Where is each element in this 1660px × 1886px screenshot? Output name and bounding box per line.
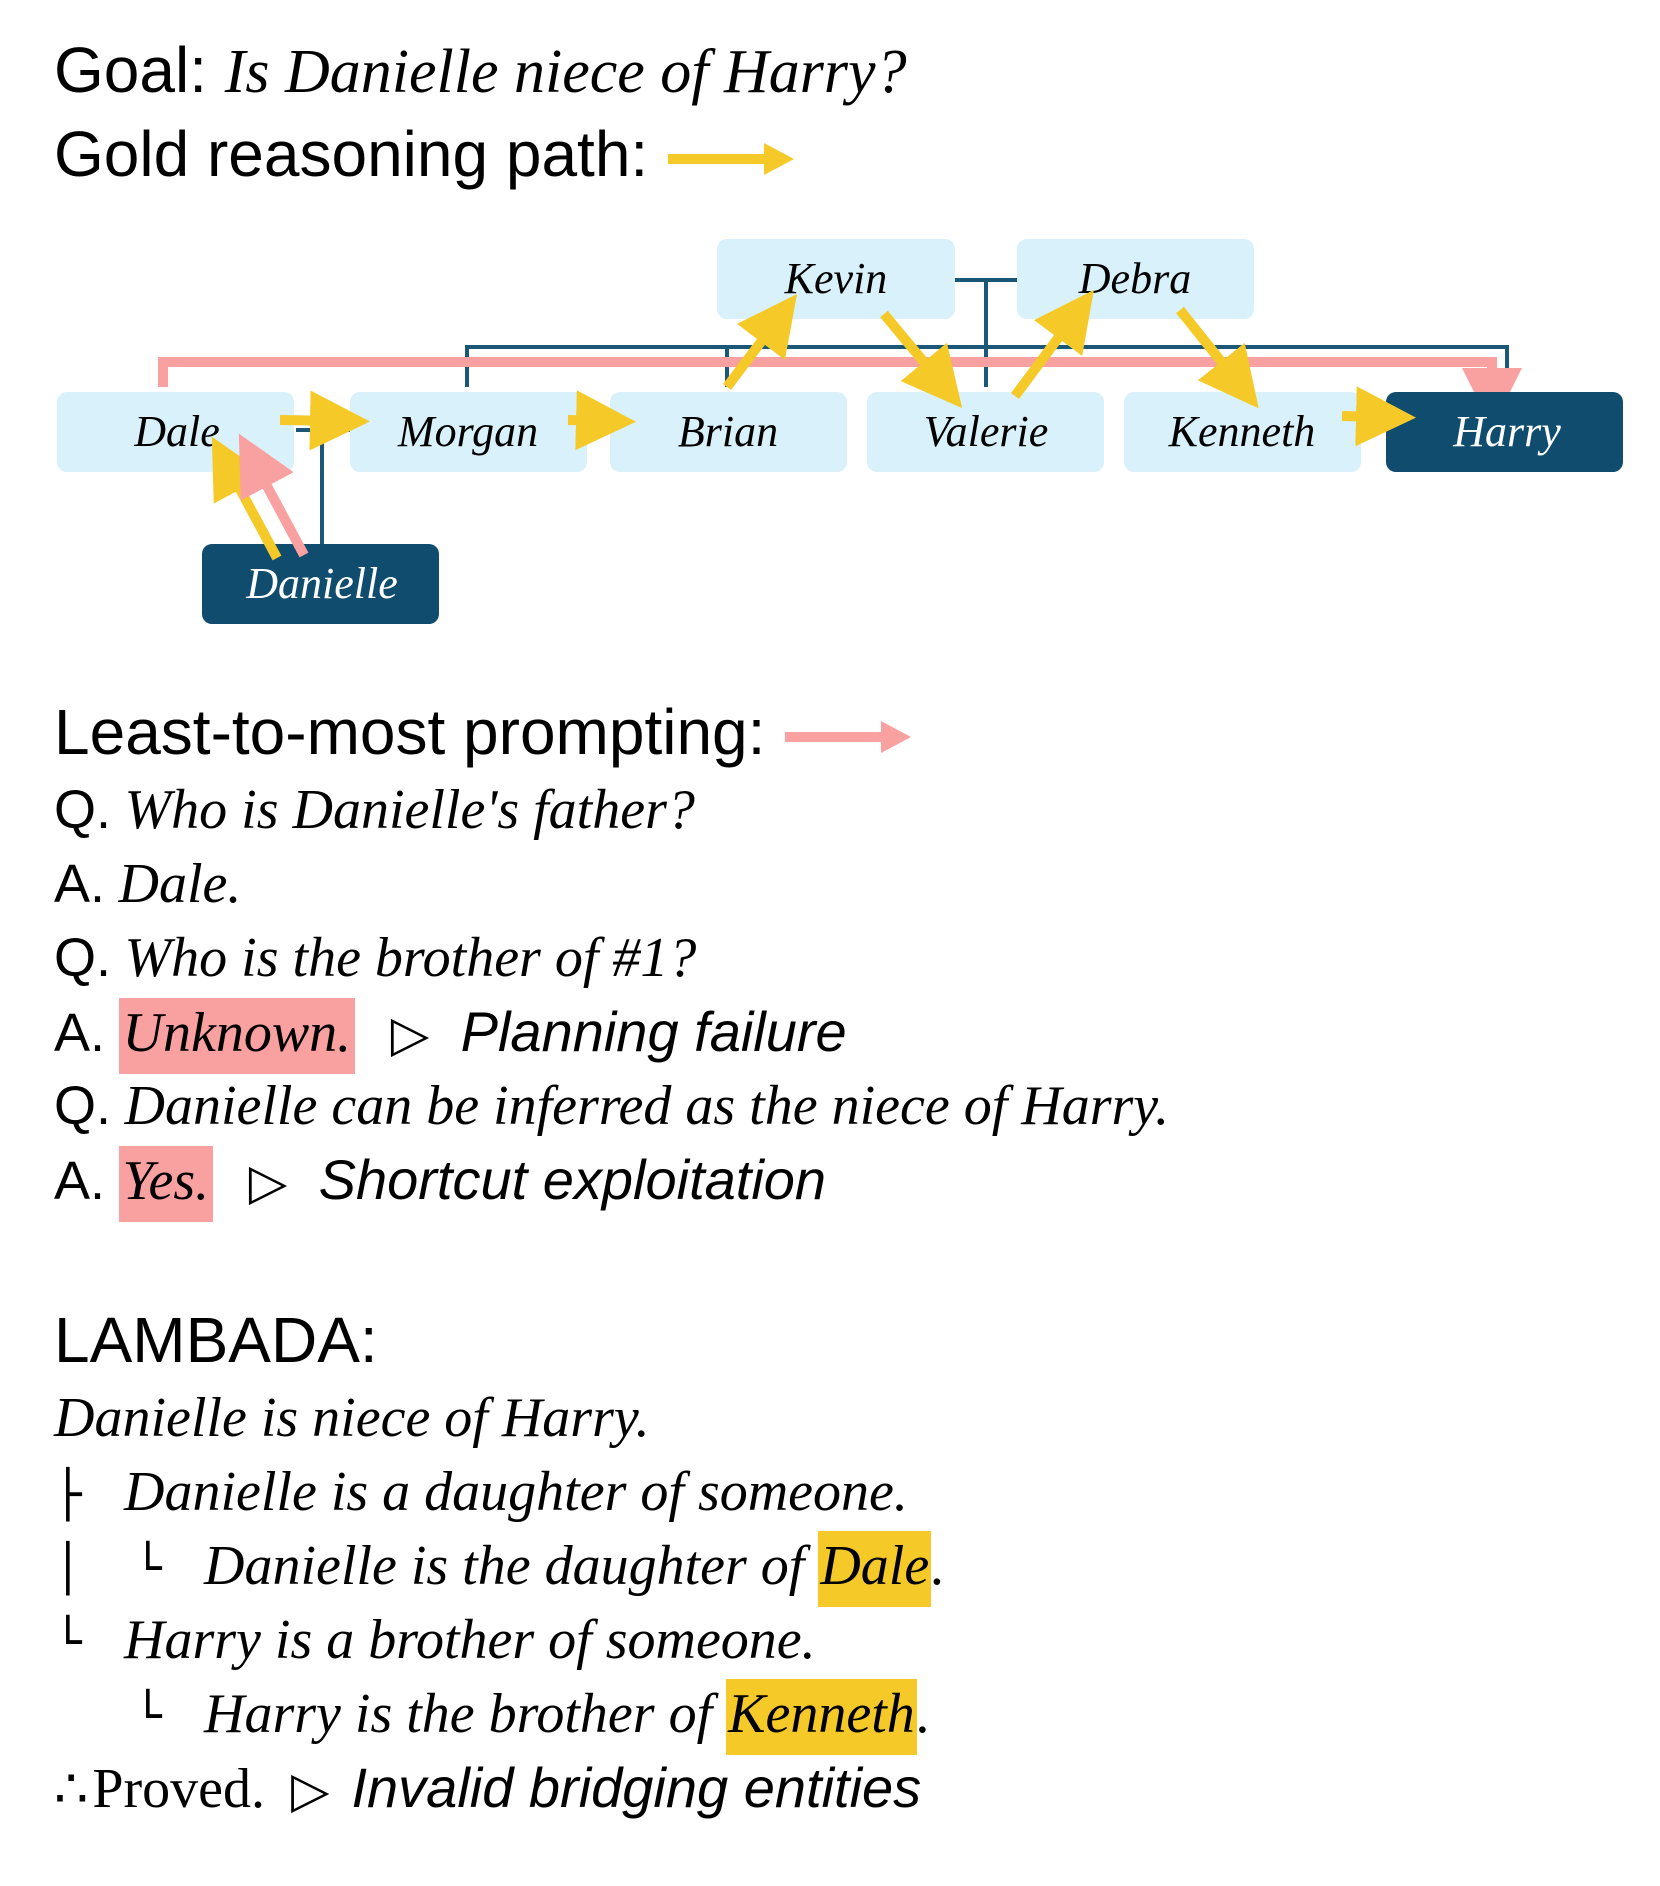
node-label-kenneth: Kenneth xyxy=(1168,407,1316,456)
shortcut-exploitation-label: Shortcut exploitation xyxy=(318,1148,827,1211)
tree-leaf-glyph: └ xyxy=(134,1541,162,1595)
lambada-leaf-1 xyxy=(54,1535,946,1597)
goal-line xyxy=(54,34,907,106)
node-label-harry: Harry xyxy=(1453,407,1561,456)
least-to-most-label: Least-to-most prompting: xyxy=(54,696,766,768)
node-morgan xyxy=(350,392,587,472)
proved-text: Proved. xyxy=(92,1758,266,1820)
goal-label: Goal: xyxy=(54,34,207,106)
tree-pipe-glyph: │ xyxy=(54,1541,82,1595)
bridging-entity-highlight: Dale xyxy=(818,1531,931,1607)
ltm-line-4 xyxy=(54,1000,847,1064)
ltm-line-6 xyxy=(54,1148,827,1212)
node-label-kevin: Kevin xyxy=(784,254,888,303)
lambada-branch-1 xyxy=(54,1461,908,1523)
ltm-text: Danielle can be inferred as the niece of Harry. xyxy=(124,1075,1170,1137)
ltm-text: Who is the brother of #1? xyxy=(124,927,697,989)
lambada-leaf-1-end: . xyxy=(931,1535,946,1597)
planning-failure-label: Planning failure xyxy=(460,1000,847,1063)
lambada-branch-2 xyxy=(54,1609,816,1671)
node-debra xyxy=(1017,239,1254,319)
node-kevin xyxy=(717,239,955,319)
ltm-prefix: Q. xyxy=(54,780,112,840)
node-valerie xyxy=(867,392,1104,472)
node-harry xyxy=(1386,392,1623,472)
lambada-branch-2-text: Harry is a brother of someone. xyxy=(124,1609,816,1671)
ltm-prefix: A. xyxy=(54,1003,106,1063)
triangle-icon: ▷ xyxy=(291,1761,330,1819)
lambada-leaf-2 xyxy=(54,1683,931,1745)
gold-path-label: Gold reasoning path: xyxy=(54,118,649,190)
lambada-branch-1-text: Danielle is a daughter of someone. xyxy=(124,1461,908,1523)
tree-leaf-glyph: └ xyxy=(134,1689,162,1743)
node-danielle xyxy=(202,544,439,624)
family-tree-diagram xyxy=(0,220,1660,640)
gold-path-line xyxy=(54,118,796,190)
node-label-morgan: Morgan xyxy=(397,407,539,456)
triangle-icon: ▷ xyxy=(390,1005,430,1063)
triangle-icon: ▷ xyxy=(248,1153,288,1211)
ltm-prefix: A. xyxy=(54,1151,106,1211)
node-label-valerie: Valerie xyxy=(923,407,1049,456)
ltm-answer-highlight: Unknown. xyxy=(119,998,356,1074)
node-label-dale: Dale xyxy=(134,407,220,456)
ltm-text: Who is Danielle's father? xyxy=(124,779,695,841)
invalid-bridging-label: Invalid bridging entities xyxy=(351,1756,922,1819)
node-label-brian: Brian xyxy=(677,407,779,456)
pink-arrow-icon xyxy=(783,717,913,757)
gold-arrow-icon xyxy=(666,139,796,179)
ltm-prefix: A. xyxy=(54,854,106,914)
ltm-line-2 xyxy=(54,853,242,915)
node-label-danielle: Danielle xyxy=(246,559,398,608)
ltm-prefix: Q. xyxy=(54,1076,112,1136)
lambada-leaf-1-text: Danielle is the daughter of xyxy=(204,1535,819,1597)
ltm-line-5 xyxy=(54,1075,1170,1137)
node-kenneth xyxy=(1124,392,1361,472)
bridging-entity-highlight: Kenneth xyxy=(726,1679,917,1755)
least-to-most-heading xyxy=(54,696,913,768)
ltm-line-3 xyxy=(54,927,697,989)
therefore-icon: ∴ xyxy=(54,1759,89,1819)
lambada-leaf-2-text: Harry is the brother of xyxy=(204,1683,727,1745)
pink-danielle-arrow xyxy=(253,460,304,555)
goal-question: Is Danielle niece of Harry? xyxy=(224,38,907,106)
tree-branch-glyph: ├ xyxy=(54,1467,82,1521)
ltm-answer-highlight: Yes. xyxy=(119,1146,214,1222)
ltm-line-1 xyxy=(54,779,695,841)
lambada-leaf-2-end: . xyxy=(916,1683,931,1745)
lambada-conclusion xyxy=(54,1756,922,1820)
lambada-heading: LAMBADA: xyxy=(54,1304,378,1376)
ltm-text: Dale. xyxy=(118,853,242,915)
node-brian xyxy=(610,392,847,472)
tree-branch-glyph: └ xyxy=(54,1615,82,1669)
node-label-debra: Debra xyxy=(1078,254,1192,303)
lambada-root: Danielle is niece of Harry. xyxy=(54,1387,650,1449)
ltm-prefix: Q. xyxy=(54,928,112,988)
